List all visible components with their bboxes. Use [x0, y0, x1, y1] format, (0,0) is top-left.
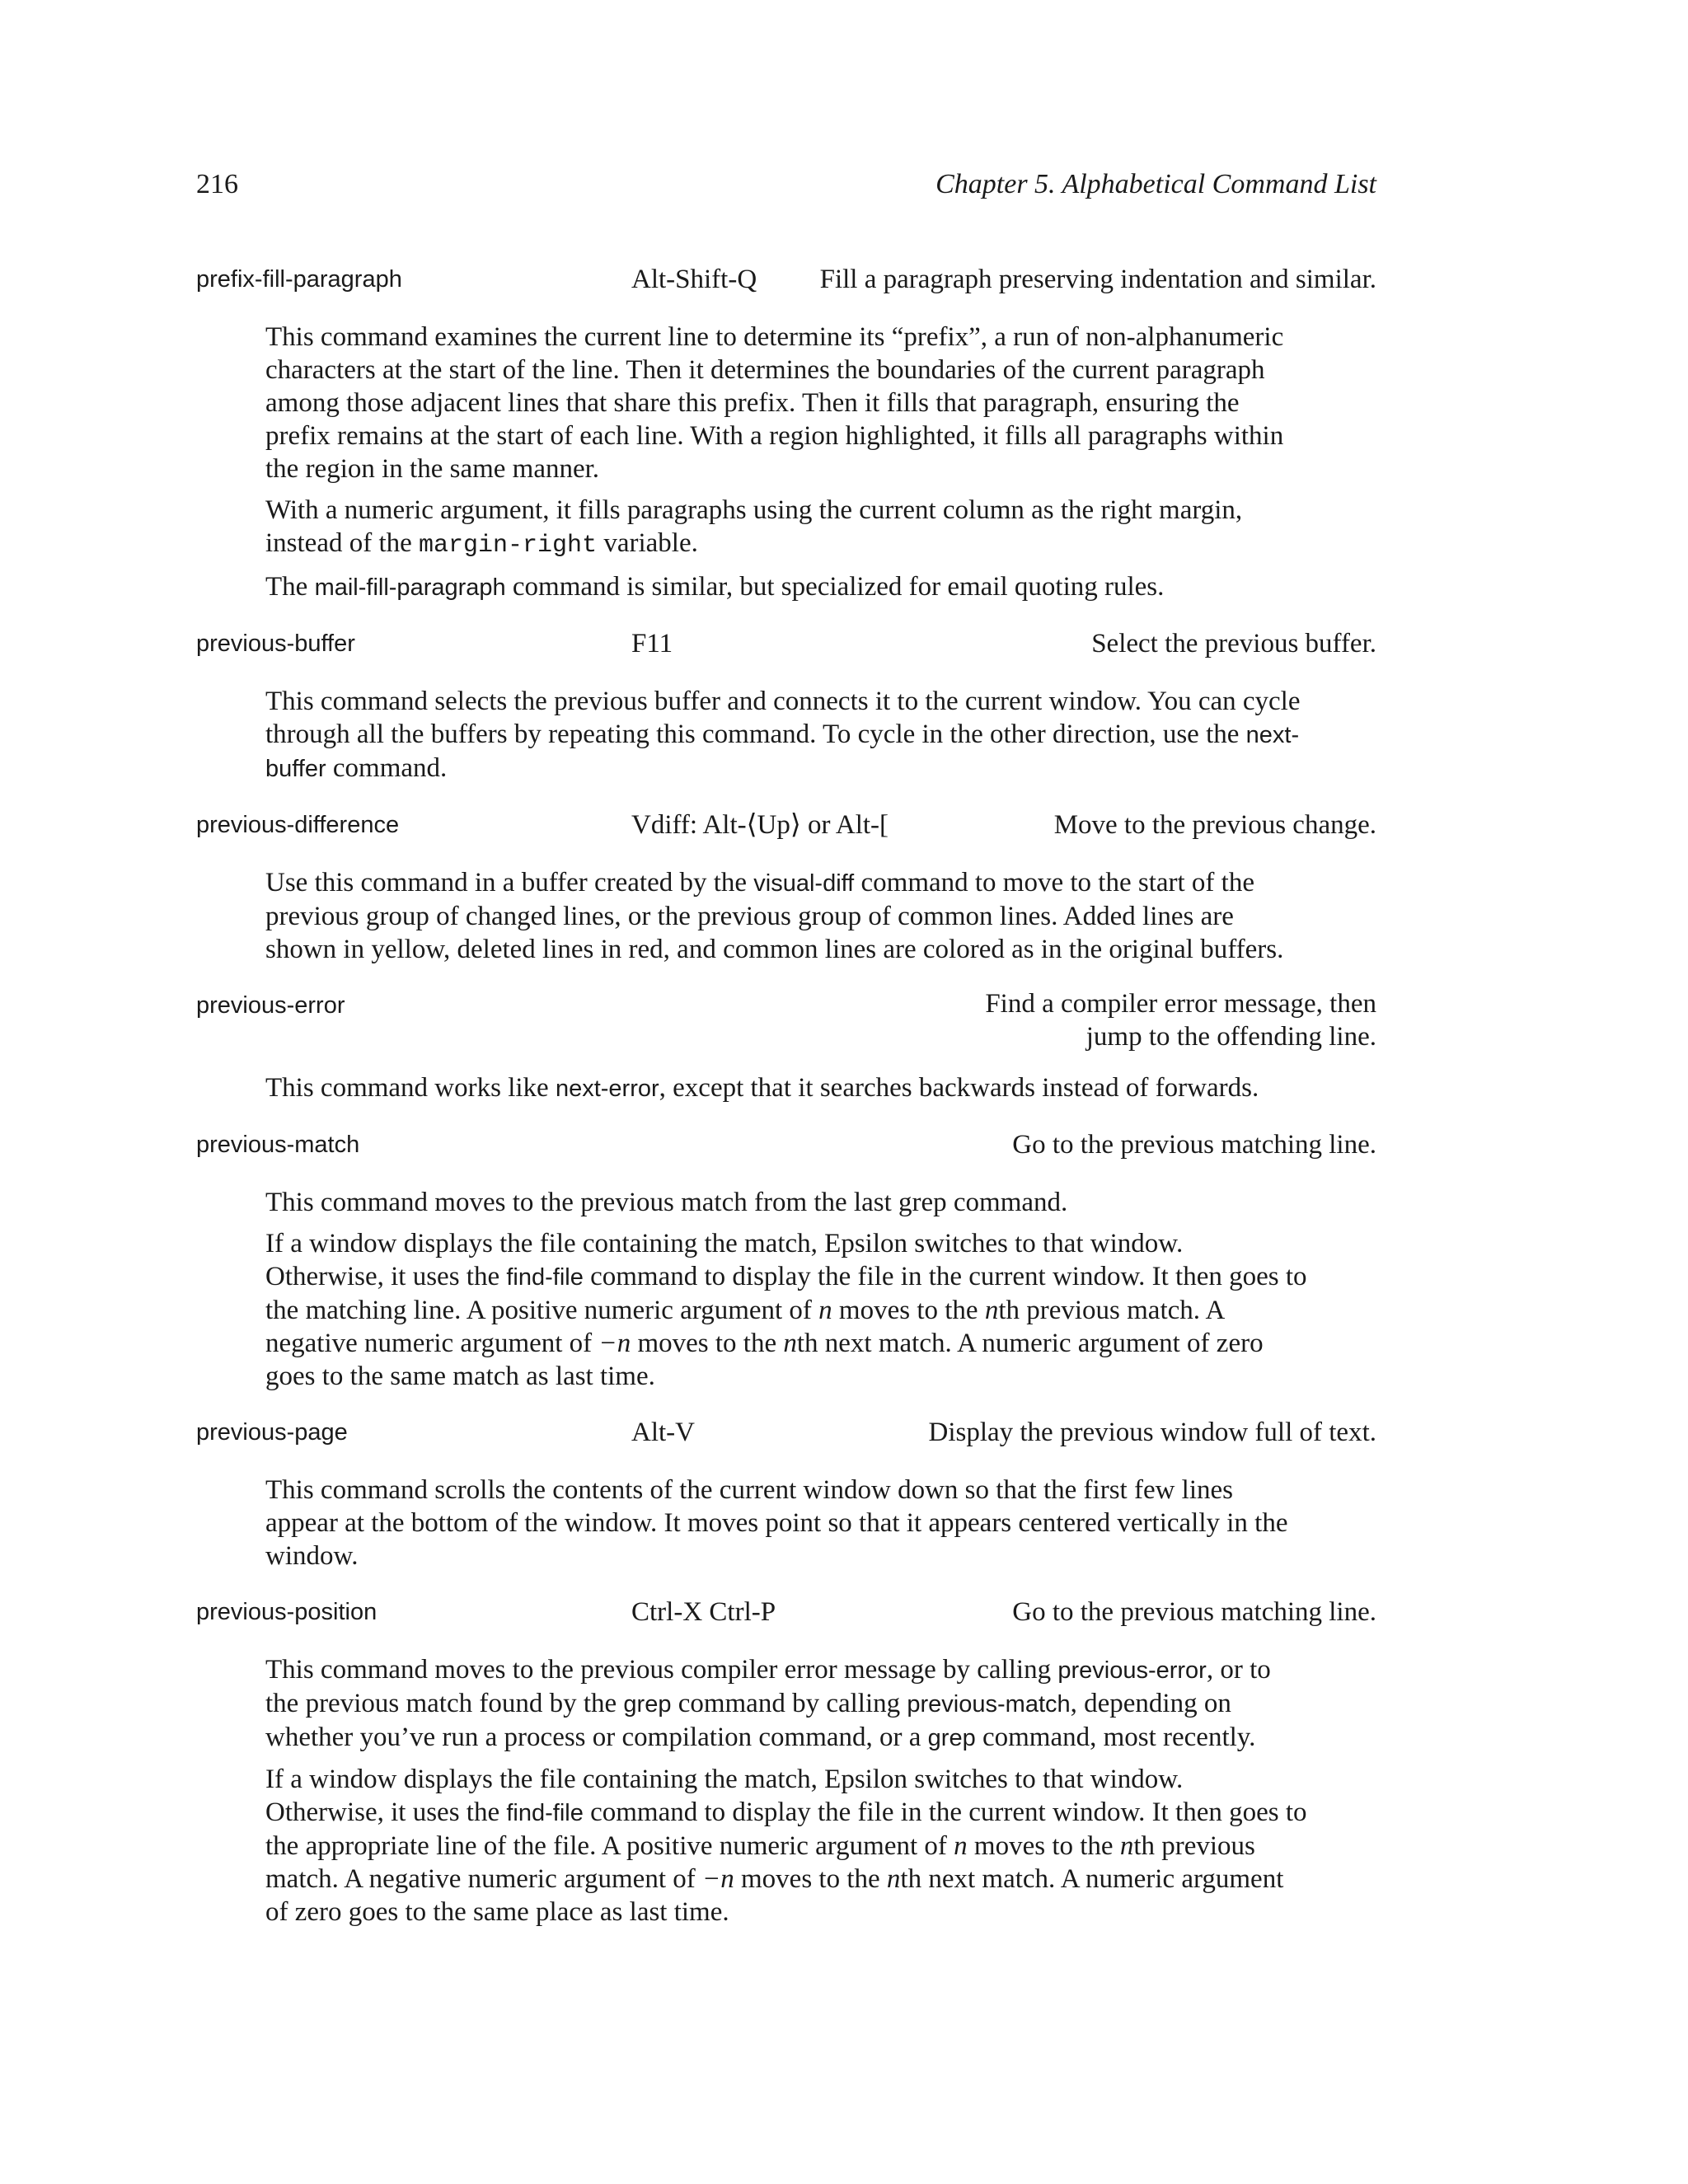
text-run: This command works like	[265, 1073, 556, 1103]
entry-header	[196, 1414, 1376, 1451]
text-run: command is similar, but specialized for email quoting rules.	[505, 572, 1165, 602]
text-run: command to display the file in the current window. It then goes to the appropriate line of the file. A positive numeric argument of	[265, 1797, 1307, 1861]
text-run: The	[265, 572, 315, 602]
command-summary: Display the previous window full of text.	[928, 1418, 1376, 1447]
text-run: moves to the	[832, 1296, 985, 1325]
entry-body	[265, 1474, 1307, 1572]
page-number: 216	[196, 169, 238, 199]
command-keys: Ctrl-X Ctrl-P	[631, 1597, 776, 1627]
text-run: command to move to the start of the previous group of changed lines, or the previous group of common lines. Added lines are shown in yellow, deleted lines in red, and common lines are colored as in the original buffers.	[265, 868, 1284, 964]
math-symbol: −n	[701, 1864, 734, 1894]
summary-line: Find a compiler error message, then	[985, 989, 1376, 1019]
entry-body	[265, 1071, 1307, 1105]
command-reference: find-file	[506, 1800, 584, 1826]
running-header	[196, 169, 1376, 210]
math-symbol: n	[783, 1329, 797, 1358]
math-symbol: n	[954, 1831, 968, 1861]
text-run: th next match. A numeric argument of zero goes to the same place as last time.	[265, 1864, 1284, 1927]
command-reference: grep	[623, 1691, 672, 1718]
command-reference: previous-error	[1057, 1657, 1207, 1684]
entry-previous-match	[196, 1127, 1376, 1393]
paragraph: This command scrolls the contents of the current window down so that the first few lines appear at the bottom of the window. It moves point so that it appears centered vertically in the window.	[265, 1475, 1288, 1571]
text-run: moves to the	[967, 1831, 1120, 1861]
command-reference: next-error	[555, 1076, 659, 1102]
entry-header	[196, 626, 1376, 662]
text-run: th previous match. A negative numeric argument of	[265, 1831, 1255, 1894]
variable-name: margin-right	[419, 532, 598, 560]
document-page	[196, 169, 1376, 1937]
command-keys: Vdiff: Alt-⟨Up⟩ or Alt-[	[631, 810, 889, 840]
text-run: command.	[326, 753, 448, 783]
command-keys: F11	[631, 629, 673, 658]
entry-prefix-fill-paragraph	[196, 261, 1376, 604]
text-run: This command moves to the previous compiler error message by calling	[265, 1655, 1058, 1685]
command-reference: mail-fill-paragraph	[314, 574, 506, 601]
entry-previous-buffer	[196, 626, 1376, 785]
text-run: variable.	[597, 528, 698, 558]
text-run: , except that it searches backwards instead of forwards.	[659, 1073, 1259, 1103]
text-run: moves to the	[734, 1864, 887, 1894]
entry-previous-error	[196, 987, 1376, 1105]
paragraph: This command moves to the previous match from the last grep command.	[265, 1188, 1068, 1217]
command-reference: next-buffer	[265, 722, 1300, 782]
text-run: th next match. A numeric argument of zero goes to the same match as last time.	[265, 1329, 1264, 1391]
command-reference: grep	[927, 1725, 976, 1751]
text-run: moves to the	[631, 1329, 784, 1358]
entry-header	[196, 1127, 1376, 1163]
entry-header	[196, 1594, 1376, 1630]
text-run: , or to the previous match found by the	[265, 1655, 1271, 1718]
text-run: command by calling	[671, 1689, 907, 1718]
paragraph	[265, 570, 1307, 604]
text-run: If a window displays the file containing the match, Epsilon switches to that window. Otherwise, it uses the	[265, 1765, 1184, 1827]
command-name: previous-match	[196, 1132, 360, 1158]
math-symbol: n	[886, 1864, 901, 1894]
text-run: command, most recently.	[975, 1722, 1256, 1752]
math-symbol: −n	[598, 1329, 631, 1358]
entry-header	[196, 807, 1376, 843]
text-run: command to display the file in the current window. It then goes to the matching line. A positive numeric argument of	[265, 1262, 1307, 1325]
entry-body	[265, 321, 1307, 604]
paragraph	[265, 685, 1307, 785]
summary-line: jump to the offending line.	[1085, 1022, 1376, 1052]
command-reference: find-file	[506, 1264, 584, 1291]
command-name: previous-difference	[196, 812, 400, 838]
text-run: This command selects the previous buffer and connects it to the current window. You can cycle through all the buffers by repeating this command. To cycle in the other direction, use the	[265, 687, 1301, 749]
entry-body	[265, 866, 1307, 966]
command-name: previous-buffer	[196, 630, 355, 657]
entry-body	[265, 685, 1307, 785]
math-symbol: n	[1119, 1831, 1134, 1861]
text-run: , depending on whether you’ve run a process or compilation command, or a	[265, 1689, 1231, 1752]
command-summary: Fill a paragraph preserving indentation and similar.	[819, 265, 1376, 294]
entry-previous-page	[196, 1414, 1376, 1572]
command-reference: previous-match	[907, 1691, 1071, 1718]
text-run: If a window displays the file containing the match, Epsilon switches to that window. Otherwise, it uses the	[265, 1229, 1184, 1291]
math-symbol: n	[984, 1296, 999, 1325]
command-name: prefix-fill-paragraph	[196, 266, 402, 293]
paragraph: This command examines the current line to determine its “prefix”, a run of non-alphanumeric characters at the start of the line. Then it determines the boundaries of the current paragraph among those adjacent lines that share this prefix. Then it fills that paragraph, ensuring the prefix remains at the start of each line. With a region highlighted, it fills all paragraphs within the region in the same manner.	[265, 322, 1284, 484]
paragraph	[265, 1763, 1307, 1929]
command-summary: Select the previous buffer.	[1091, 629, 1376, 658]
entry-previous-difference	[196, 807, 1376, 966]
entry-header	[196, 261, 1376, 298]
text-run: With a numeric argument, it fills paragraphs using the current column as the right margin, instead of the	[265, 495, 1243, 558]
command-summary: Move to the previous change.	[1053, 810, 1376, 840]
entry-header	[196, 987, 1376, 1053]
entry-previous-position	[196, 1594, 1376, 1929]
command-name: previous-page	[196, 1419, 348, 1446]
paragraph	[265, 866, 1307, 966]
text-run: th previous match. A negative numeric argument of	[265, 1296, 1224, 1358]
paragraph	[265, 1227, 1307, 1393]
paragraph	[265, 494, 1307, 562]
text-run: Use this command in a buffer created by the	[265, 868, 754, 898]
entry-body	[265, 1186, 1307, 1393]
command-name: previous-error	[196, 992, 345, 1019]
command-summary: Go to the previous matching line.	[1012, 1130, 1376, 1160]
command-reference: visual-diff	[753, 870, 855, 897]
command-summary	[985, 987, 1376, 1053]
command-keys: Alt-Shift-Q	[631, 265, 757, 294]
math-symbol: n	[818, 1296, 832, 1325]
command-summary: Go to the previous matching line.	[1012, 1597, 1376, 1627]
chapter-title: Chapter 5. Alphabetical Command List	[935, 169, 1376, 199]
paragraph	[265, 1653, 1307, 1755]
command-keys: Alt-V	[631, 1418, 695, 1447]
command-name: previous-position	[196, 1599, 377, 1625]
paragraph	[265, 1071, 1307, 1105]
entry-body	[265, 1653, 1307, 1929]
